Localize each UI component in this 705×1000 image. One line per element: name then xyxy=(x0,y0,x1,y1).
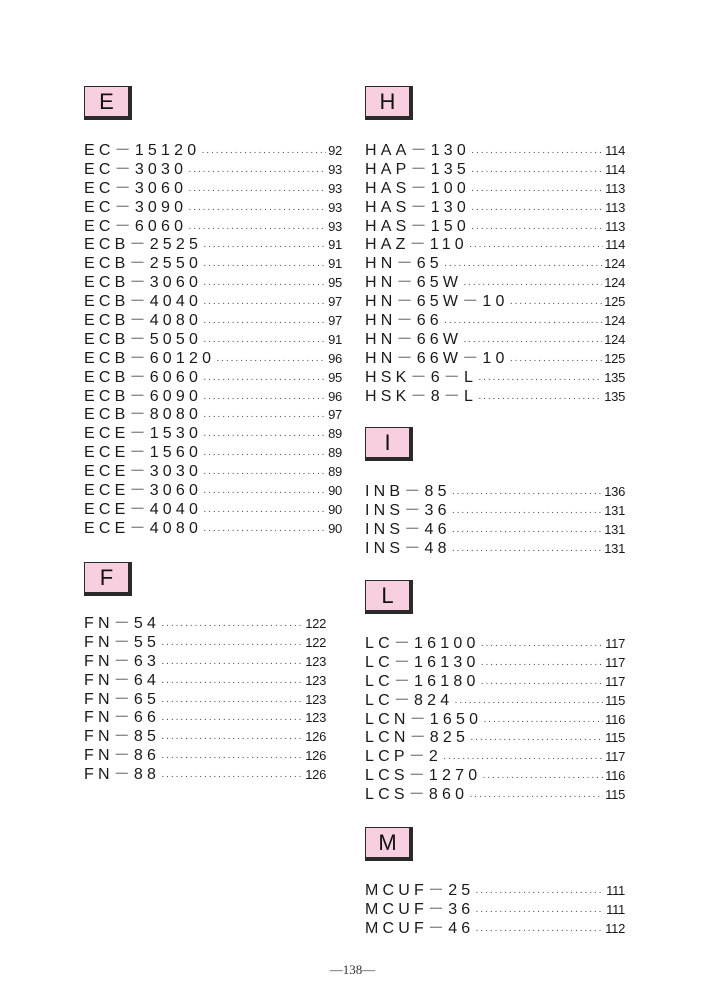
dot-leader xyxy=(481,656,604,675)
model-number: FN－86 xyxy=(84,747,161,765)
index-entry xyxy=(365,748,625,767)
dot-leader xyxy=(216,352,326,371)
model-number: FN－55 xyxy=(84,633,161,651)
dot-leader xyxy=(161,655,303,674)
page-reference: 115 xyxy=(605,787,625,803)
page-reference: 96 xyxy=(328,350,342,366)
index-entry xyxy=(365,293,625,312)
index-entry xyxy=(365,692,625,711)
model-number: LCS－1270 xyxy=(365,767,482,785)
index-entry xyxy=(84,388,342,407)
dot-leader xyxy=(478,371,602,390)
page-reference: 123 xyxy=(305,710,326,726)
model-number: HAA－130 xyxy=(365,142,470,159)
index-entry xyxy=(84,520,342,539)
model-number: LC－824 xyxy=(365,691,454,709)
model-number: HAS－150 xyxy=(365,217,470,235)
dot-leader xyxy=(203,503,326,522)
index-entry xyxy=(365,767,625,786)
model-number: ECB－2525 xyxy=(84,236,203,254)
model-number: FN－65 xyxy=(84,690,161,708)
page-reference: 116 xyxy=(605,711,625,727)
dot-leader xyxy=(444,314,602,333)
dot-leader xyxy=(203,408,326,427)
index-entry xyxy=(84,255,342,274)
dot-leader xyxy=(471,163,603,182)
dot-leader xyxy=(471,144,603,163)
section-header-e xyxy=(84,86,132,120)
page-reference: 89 xyxy=(328,445,342,461)
index-entry xyxy=(365,729,625,748)
model-number: HSK－6－L xyxy=(365,368,478,386)
index-entry xyxy=(365,521,625,540)
dot-leader xyxy=(161,617,303,636)
dot-leader xyxy=(510,352,603,371)
index-entry xyxy=(365,218,625,237)
model-number: MCUF－36 xyxy=(365,900,475,918)
page-reference: 93 xyxy=(328,218,342,234)
dot-leader xyxy=(188,182,326,201)
section-header-h xyxy=(365,86,413,120)
index-entry xyxy=(365,786,625,805)
index-entry xyxy=(84,293,342,312)
model-number: ECB－4080 xyxy=(84,312,203,330)
model-number: FN－64 xyxy=(84,671,161,689)
model-number: HN－66W－10 xyxy=(365,349,509,367)
model-number: LC－16130 xyxy=(365,653,480,671)
section-letter: L xyxy=(381,583,394,608)
index-entry xyxy=(84,747,326,766)
dot-leader xyxy=(203,371,326,390)
model-number: EC－6060 xyxy=(84,217,188,235)
model-number: ECB－6090 xyxy=(84,387,203,405)
page-reference: 113 xyxy=(605,199,625,215)
page-reference: 124 xyxy=(604,275,625,291)
model-number: HAZ－110 xyxy=(365,236,468,254)
index-entry xyxy=(84,425,342,444)
page-reference: 122 xyxy=(305,634,326,650)
entry-list-l xyxy=(365,635,625,805)
dot-leader xyxy=(203,314,326,333)
model-number: ECE－4080 xyxy=(84,519,203,537)
page-reference: 91 xyxy=(328,237,342,253)
index-entry xyxy=(84,142,342,161)
index-entry xyxy=(365,635,625,654)
page-reference: 124 xyxy=(604,256,625,272)
page-reference: 95 xyxy=(328,369,342,385)
dot-leader xyxy=(203,257,326,276)
page-reference: 111 xyxy=(606,883,625,898)
page-reference: 115 xyxy=(605,730,625,746)
index-entry xyxy=(365,388,625,407)
index-entry xyxy=(84,615,326,634)
page-reference: 97 xyxy=(328,294,342,310)
dot-leader xyxy=(203,522,326,541)
index-entry xyxy=(84,312,342,331)
dot-leader xyxy=(203,465,326,484)
page-reference: 125 xyxy=(604,294,625,310)
index-entry xyxy=(84,369,342,388)
dot-leader xyxy=(483,713,603,732)
page-number: —138— xyxy=(329,962,376,977)
index-entry xyxy=(84,444,342,463)
page-reference: 123 xyxy=(305,691,326,707)
dot-leader xyxy=(203,427,326,446)
model-number: ECB－8080 xyxy=(84,406,203,424)
page-reference: 96 xyxy=(328,388,342,404)
dot-leader xyxy=(452,504,603,523)
entry-list-e xyxy=(84,142,342,539)
model-number: LC－16180 xyxy=(365,672,480,690)
dot-leader xyxy=(203,295,326,314)
entry-list-f xyxy=(84,615,326,785)
page-reference: 115 xyxy=(605,692,625,708)
index-entry xyxy=(365,142,625,161)
index-entry xyxy=(84,482,342,501)
page-reference: 111 xyxy=(606,901,625,917)
model-number: HN－65 xyxy=(365,255,443,273)
page-reference: 116 xyxy=(605,768,625,784)
page-reference: 122 xyxy=(305,616,326,631)
page-reference: 131 xyxy=(604,502,625,518)
model-number: MCUF－46 xyxy=(365,919,475,937)
page-reference: 117 xyxy=(605,636,625,651)
model-number: ECB－60120 xyxy=(84,349,216,367)
dot-leader xyxy=(475,903,604,922)
index-entry xyxy=(365,920,625,939)
page-reference: 136 xyxy=(604,484,625,499)
dot-leader xyxy=(188,163,326,182)
index-entry xyxy=(365,161,625,180)
page-reference: 113 xyxy=(605,218,625,234)
dot-leader xyxy=(203,484,326,503)
model-number: INS－46 xyxy=(365,520,451,538)
page-reference: 93 xyxy=(328,161,342,177)
model-number: EC－3060 xyxy=(84,179,188,197)
dot-leader xyxy=(470,731,603,750)
model-number: HN－65W－10 xyxy=(365,293,509,311)
index-entry xyxy=(365,236,625,255)
index-entry xyxy=(84,180,342,199)
page-reference: 117 xyxy=(605,673,625,689)
dot-leader xyxy=(475,884,604,903)
index-entry xyxy=(365,654,625,673)
entry-list-h xyxy=(365,142,625,406)
index-entry xyxy=(84,634,326,653)
section-letter: H xyxy=(379,89,396,114)
dot-leader xyxy=(161,711,303,730)
dot-leader xyxy=(188,220,326,239)
entry-list-m xyxy=(365,882,625,939)
index-entry xyxy=(365,180,625,199)
model-number: LCN－1650 xyxy=(365,710,483,728)
index-entry xyxy=(365,882,625,901)
dot-leader xyxy=(161,693,303,712)
dot-leader xyxy=(469,788,603,807)
index-entry xyxy=(365,274,625,293)
index-entry xyxy=(84,463,342,482)
model-number: LCP－2 xyxy=(365,748,443,766)
page-reference: 89 xyxy=(328,464,342,480)
model-number: ECB－5050 xyxy=(84,330,203,348)
index-entry xyxy=(84,161,342,180)
index-entry xyxy=(365,350,625,369)
model-number: LCS－860 xyxy=(365,786,469,804)
model-number: EC－3030 xyxy=(84,160,188,178)
page-reference: 90 xyxy=(328,483,342,499)
section-header-l xyxy=(365,580,413,614)
model-number: HAP－135 xyxy=(365,160,470,178)
model-number: INB－85 xyxy=(365,483,451,500)
index-entry xyxy=(365,711,625,730)
dot-leader xyxy=(475,922,603,941)
page-reference: 97 xyxy=(328,313,342,329)
dot-leader xyxy=(469,238,603,257)
dot-leader xyxy=(471,201,603,220)
index-entry xyxy=(365,331,625,350)
section-header-m xyxy=(365,827,413,861)
page-reference: 123 xyxy=(305,653,326,669)
page-reference: 97 xyxy=(328,407,342,423)
dot-leader xyxy=(161,749,303,768)
dot-leader xyxy=(203,446,326,465)
index-entry xyxy=(84,672,326,691)
page-reference: 114 xyxy=(605,161,625,177)
index-entry xyxy=(84,274,342,293)
model-number: LC－16100 xyxy=(365,635,480,652)
dot-leader xyxy=(471,220,603,239)
dot-leader xyxy=(203,238,326,257)
model-number: EC－3090 xyxy=(84,198,188,216)
entry-list-i xyxy=(365,483,625,559)
model-number: HN－66 xyxy=(365,312,443,330)
model-number: ECB－2550 xyxy=(84,255,203,273)
model-number: ECE－1560 xyxy=(84,444,203,462)
dot-leader xyxy=(161,730,303,749)
model-number: ECE－1530 xyxy=(84,425,203,443)
page-reference: 125 xyxy=(604,350,625,366)
page-reference: 93 xyxy=(328,180,342,196)
model-number: MCUF－25 xyxy=(365,882,475,899)
dot-leader xyxy=(203,333,326,352)
dot-leader xyxy=(444,257,602,276)
page-reference: 114 xyxy=(605,143,625,158)
dot-leader xyxy=(161,674,303,693)
index-entry xyxy=(84,501,342,520)
dot-leader xyxy=(161,636,303,655)
dot-leader xyxy=(482,769,603,788)
page-reference: 117 xyxy=(605,654,625,670)
model-number: ECB－6060 xyxy=(84,368,203,386)
page-reference: 93 xyxy=(328,199,342,215)
index-entry xyxy=(365,199,625,218)
model-number: EC－15120 xyxy=(84,142,201,159)
page-reference: 124 xyxy=(604,331,625,347)
dot-leader xyxy=(203,276,326,295)
page-reference: 117 xyxy=(605,749,625,765)
page-reference: 92 xyxy=(328,143,342,158)
page-reference: 112 xyxy=(605,920,625,936)
model-number: FN－88 xyxy=(84,766,161,784)
model-number: FN－66 xyxy=(84,709,161,727)
index-entry xyxy=(84,199,342,218)
index-entry xyxy=(365,502,625,521)
section-letter: I xyxy=(384,430,391,455)
dot-leader xyxy=(481,675,604,694)
index-entry xyxy=(84,218,342,237)
model-number: FN－63 xyxy=(84,652,161,670)
page-reference: 126 xyxy=(305,729,326,745)
index-entry xyxy=(365,255,625,274)
model-number: ECE－3060 xyxy=(84,482,203,500)
page-reference: 89 xyxy=(328,426,342,442)
index-entry xyxy=(365,369,625,388)
dot-leader xyxy=(201,144,326,163)
index-entry xyxy=(84,709,326,728)
index-entry xyxy=(84,331,342,350)
dot-leader xyxy=(510,295,603,314)
index-entry xyxy=(365,540,625,559)
dot-leader xyxy=(478,390,602,409)
model-number: HAS－100 xyxy=(365,179,470,197)
page-reference: 90 xyxy=(328,501,342,517)
model-number: ECE－3030 xyxy=(84,463,203,481)
index-entry xyxy=(84,728,326,747)
dot-leader xyxy=(161,768,303,787)
page-reference: 126 xyxy=(305,748,326,764)
page-reference: 91 xyxy=(328,331,342,347)
index-entry xyxy=(365,312,625,331)
page-reference: 113 xyxy=(605,180,625,196)
model-number: HSK－8－L xyxy=(365,387,478,405)
index-entry xyxy=(84,691,326,710)
dot-leader xyxy=(203,390,326,409)
index-entry xyxy=(365,901,625,920)
index-entry xyxy=(84,236,342,255)
index-entry xyxy=(84,653,326,672)
model-number: HN－66W xyxy=(365,330,463,348)
index-entry xyxy=(84,406,342,425)
section-letter: F xyxy=(99,565,114,590)
model-number: ECB－4040 xyxy=(84,293,203,311)
page-reference: 114 xyxy=(605,237,625,253)
page-reference: 95 xyxy=(328,275,342,291)
page-reference: 90 xyxy=(328,520,342,536)
dot-leader xyxy=(471,182,603,201)
index-entry xyxy=(365,483,625,502)
model-number: HN－65W xyxy=(365,274,463,292)
index-entry xyxy=(84,350,342,369)
dot-leader xyxy=(481,637,604,656)
page-reference: 131 xyxy=(604,521,625,537)
page-reference: 135 xyxy=(604,369,625,385)
section-header-i xyxy=(365,427,413,461)
page-reference: 124 xyxy=(604,313,625,329)
section-letter: M xyxy=(378,830,397,855)
model-number: ECE－4040 xyxy=(84,500,203,518)
section-letter: E xyxy=(99,89,114,114)
index-entry xyxy=(84,766,326,785)
page-reference: 135 xyxy=(604,388,625,404)
dot-leader xyxy=(452,523,603,542)
section-header-f xyxy=(84,562,132,596)
model-number: ECB－3060 xyxy=(84,274,203,292)
model-number: FN－85 xyxy=(84,728,161,746)
model-number: HAS－130 xyxy=(365,198,470,216)
page-reference: 91 xyxy=(328,256,342,272)
model-number: FN－54 xyxy=(84,615,161,632)
model-number: INS－36 xyxy=(365,501,451,519)
page-reference: 126 xyxy=(305,767,326,783)
dot-leader xyxy=(188,201,326,220)
dot-leader xyxy=(452,542,603,561)
page-reference: 123 xyxy=(305,672,326,688)
model-number: INS－48 xyxy=(365,539,451,557)
dot-leader xyxy=(452,485,603,504)
index-entry xyxy=(365,673,625,692)
page-reference: 131 xyxy=(604,540,625,556)
model-number: LCN－825 xyxy=(365,729,470,747)
